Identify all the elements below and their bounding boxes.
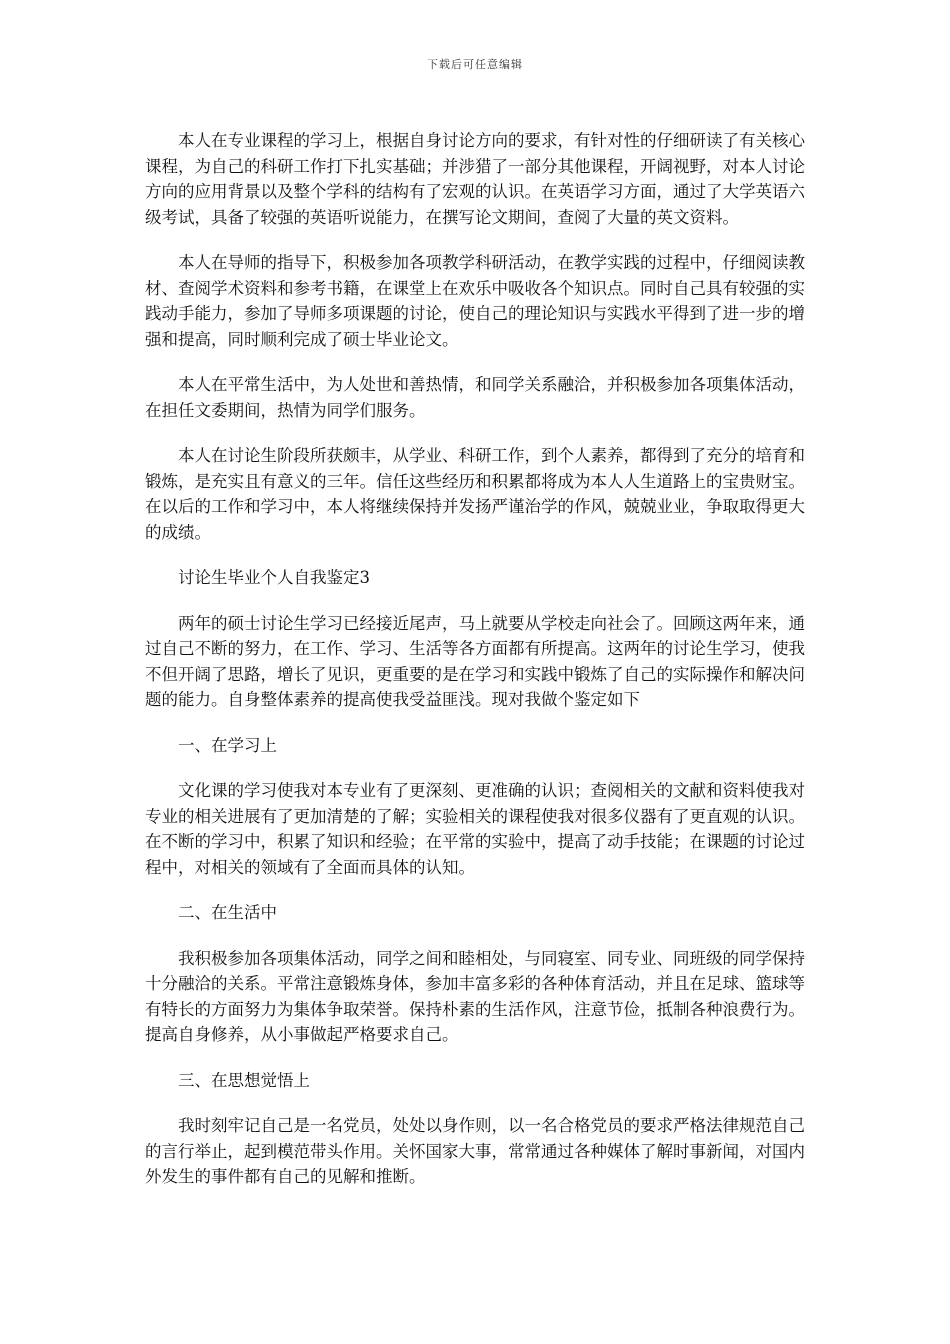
section-title: 讨论生毕业个人自我鉴定3: [178, 568, 370, 587]
heading-thought: 三、在思想觉悟上: [178, 1070, 310, 1090]
paragraph-intro: 两年的硕士讨论生学习已经接近尾声，马上就要从学校走向社会了。回顾这两年来，通过自己不断的努力，在工作、学习、生活等各方面都有所提高。这两年的讨论生学习，使我不但开阔了思路，增长了见识，更重要的是在学习和实践中锻炼了自己的实际操作和解决问题的能力。自身整体素养的提高使我受益匪浅。现对我做个鉴定如下: [145, 613, 805, 709]
paragraph-life: 本人在平常生活中，为人处世和善热情，和同学关系融洽，并积极参加各项集体活动，在担任文委期间，热情为同学们服务。: [145, 375, 805, 420]
heading-study: 一、在学习上: [178, 735, 277, 755]
paragraph-study-detail: 文化课的学习使我对本专业有了更深刻、更准确的认识；查阅相关的文献和资料使我对专业的相关进展有了更加清楚的了解；实验相关的课程使我对很多仪器有了更直观的认识。在不断的学习中，积累了知识和经验；在平常的实验中，提高了动手技能；在课题的讨论过程中，对相关的领域有了全面而具体的认知。: [145, 781, 805, 877]
paragraph-thought-detail: 我时刻牢记自己是一名党员，处处以身作则，以一名合格党员的要求严格法律规范自己的言行举止，起到模范带头作用。关怀国家大事，常常通过各种媒体了解时事新闻，对国内外发生的事件都有自己的见解和推断。: [145, 1116, 805, 1186]
paragraph-study: 本人在专业课程的学习上，根据自身讨论方向的要求，有针对性的仔细研读了有关核心课程，为自己的科研工作打下扎实基础；并涉猎了一部分其他课程，开阔视野，对本人讨论方向的应用背景以及整个学科的结构有了宏观的认识。在英语学习方面，通过了大学英语六级考试，具备了较强的英语听说能力，在撰写论文期间，查阅了大量的英文资料。: [145, 131, 805, 227]
document-body: [145, 128, 805, 1210]
paragraph-life-detail: 我积极参加各项集体活动，同学之间和睦相处，与同寝室、同专业、同班级的同学保持十分融洽的关系。平常注意锻炼身体，参加丰富多彩的各种体育活动，并且在足球、篮球等有特长的方面努力为集体争取荣誉。保持朴素的生活作风，注意节俭，抵制各种浪费行为。提高自身修养，从小事做起严格要求自己。: [145, 948, 805, 1044]
heading-life: 二、在生活中: [178, 903, 277, 922]
paragraph-research: 本人在导师的指导下，积极参加各项教学科研活动，在教学实践的过程中，仔细阅读教材、查阅学术资料和参考书籍，在课堂上在欢乐中吸收各个知识点。同时自己具有较强的实践动手能力，参加了导师多项课题的讨论，使自己的理论知识与实践水平得到了进一步的增强和提高，同时顺利完成了硕士毕业论文。: [145, 253, 805, 349]
paragraph-summary: 本人在讨论生阶段所获颇丰，从学业、科研工作，到个人素养，都得到了充分的培育和锻炼，是充实且有意义的三年。信任这些经历和积累都将成为本人人生道路上的宝贵财宝。在以后的工作和学习中，本人将继续保持并发扬严谨治学的作风，兢兢业业，争取取得更大的成绩。: [145, 446, 805, 542]
page-header: 下载后可任意编辑: [427, 58, 523, 71]
